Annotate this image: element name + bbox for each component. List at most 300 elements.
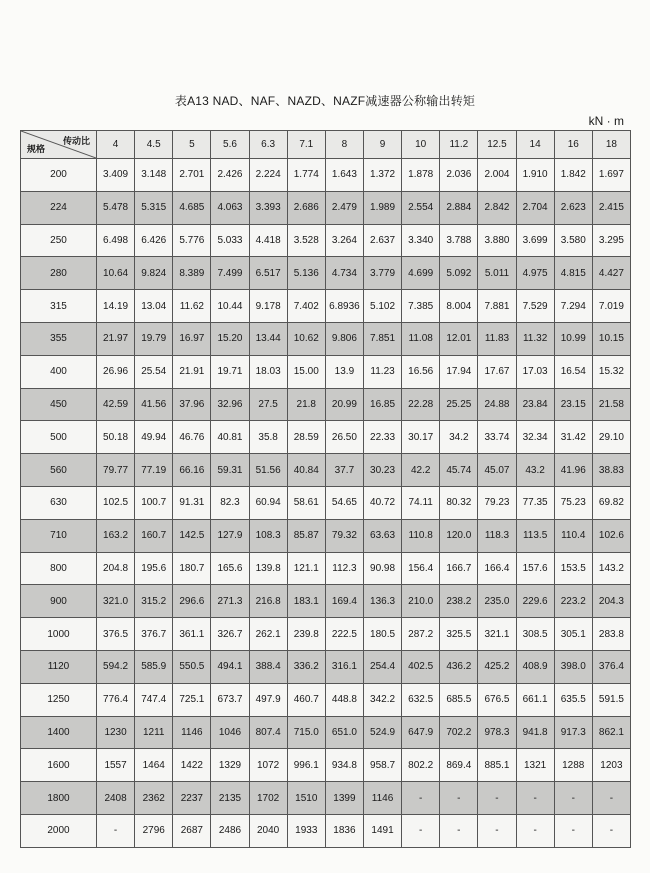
torque-value-cell: 869.4: [440, 749, 478, 782]
torque-value-cell: 1933: [287, 814, 325, 847]
torque-value-cell: 7.529: [516, 290, 554, 323]
torque-value-cell: 42.59: [97, 388, 135, 421]
torque-value-cell: 23.84: [516, 388, 554, 421]
table-row: [21, 454, 631, 487]
torque-value-cell: 54.65: [325, 486, 363, 519]
torque-value-cell: 497.9: [249, 683, 287, 716]
torque-value-cell: 235.0: [478, 585, 516, 618]
torque-value-cell: 91.31: [173, 486, 211, 519]
torque-value-cell: 7.851: [363, 322, 401, 355]
torque-value-cell: 862.1: [592, 716, 630, 749]
table-row: [21, 486, 631, 519]
torque-value-cell: 1.842: [554, 159, 592, 192]
torque-value-cell: 74.11: [402, 486, 440, 519]
torque-value-cell: 66.16: [173, 454, 211, 487]
ratio-header-cell: 16: [554, 131, 592, 159]
torque-value-cell: 49.94: [135, 421, 173, 454]
torque-value-cell: -: [478, 782, 516, 815]
torque-value-cell: 22.28: [402, 388, 440, 421]
torque-value-cell: 142.5: [173, 519, 211, 552]
torque-value-cell: 1329: [211, 749, 249, 782]
torque-value-cell: 3.148: [135, 159, 173, 192]
spec-cell: 800: [21, 552, 97, 585]
torque-value-cell: 16.97: [173, 322, 211, 355]
torque-value-cell: -: [592, 814, 630, 847]
torque-value-cell: 296.6: [173, 585, 211, 618]
torque-value-cell: 2.884: [440, 191, 478, 224]
torque-value-cell: 715.0: [287, 716, 325, 749]
table-row: [21, 552, 631, 585]
torque-value-cell: 10.64: [97, 257, 135, 290]
torque-value-cell: 77.19: [135, 454, 173, 487]
ratio-header-cell: 5: [173, 131, 211, 159]
torque-value-cell: 16.54: [554, 355, 592, 388]
torque-value-cell: 673.7: [211, 683, 249, 716]
torque-value-cell: 776.4: [97, 683, 135, 716]
torque-value-cell: 24.88: [478, 388, 516, 421]
torque-value-cell: 26.50: [325, 421, 363, 454]
torque-value-cell: 51.56: [249, 454, 287, 487]
torque-value-cell: 2040: [249, 814, 287, 847]
torque-value-cell: 685.5: [440, 683, 478, 716]
torque-value-cell: 18.03: [249, 355, 287, 388]
torque-value-cell: 1.878: [402, 159, 440, 192]
spec-cell: 280: [21, 257, 97, 290]
torque-value-cell: 222.5: [325, 618, 363, 651]
torque-value-cell: 112.3: [325, 552, 363, 585]
torque-value-cell: 3.295: [592, 224, 630, 257]
torque-value-cell: 17.03: [516, 355, 554, 388]
torque-value-cell: 1422: [173, 749, 211, 782]
torque-value-cell: 21.97: [97, 322, 135, 355]
torque-value-cell: 2.415: [592, 191, 630, 224]
torque-value-cell: 725.1: [173, 683, 211, 716]
torque-value-cell: 747.4: [135, 683, 173, 716]
torque-value-cell: 8.389: [173, 257, 211, 290]
torque-value-cell: 40.84: [287, 454, 325, 487]
torque-value-cell: 16.56: [402, 355, 440, 388]
torque-value-cell: 3.788: [440, 224, 478, 257]
spec-cell: 224: [21, 191, 97, 224]
torque-value-cell: 2.704: [516, 191, 554, 224]
torque-value-cell: 127.9: [211, 519, 249, 552]
torque-value-cell: 1230: [97, 716, 135, 749]
torque-value-cell: 102.5: [97, 486, 135, 519]
torque-value-cell: 180.7: [173, 552, 211, 585]
ratio-header-cell: 11.2: [440, 131, 478, 159]
torque-value-cell: 239.8: [287, 618, 325, 651]
torque-value-cell: 4.063: [211, 191, 249, 224]
torque-value-cell: 13.44: [249, 322, 287, 355]
corner-header-cell: [21, 131, 97, 159]
spec-cell: 500: [21, 421, 97, 454]
torque-value-cell: 77.35: [516, 486, 554, 519]
torque-value-cell: 978.3: [478, 716, 516, 749]
torque-value-cell: 1146: [363, 782, 401, 815]
torque-value-cell: 3.880: [478, 224, 516, 257]
torque-value-cell: -: [554, 782, 592, 815]
torque-value-cell: 2.479: [325, 191, 363, 224]
torque-value-cell: 32.34: [516, 421, 554, 454]
header-row: [21, 131, 631, 159]
spec-cell: 900: [21, 585, 97, 618]
torque-value-cell: -: [402, 814, 440, 847]
table-row: [21, 257, 631, 290]
torque-value-cell: 802.2: [402, 749, 440, 782]
torque-value-cell: 271.3: [211, 585, 249, 618]
torque-value-cell: 1836: [325, 814, 363, 847]
spec-cell: 560: [21, 454, 97, 487]
torque-value-cell: 26.96: [97, 355, 135, 388]
spec-cell: 1250: [21, 683, 97, 716]
torque-value-cell: 651.0: [325, 716, 363, 749]
torque-value-cell: 5.011: [478, 257, 516, 290]
torque-value-cell: 110.8: [402, 519, 440, 552]
torque-value-cell: 41.56: [135, 388, 173, 421]
torque-value-cell: 153.5: [554, 552, 592, 585]
torque-value-cell: 37.96: [173, 388, 211, 421]
ratio-header-cell: 9: [363, 131, 401, 159]
table-row: [21, 814, 631, 847]
torque-value-cell: 1.643: [325, 159, 363, 192]
table-row: [21, 159, 631, 192]
torque-value-cell: 3.264: [325, 224, 363, 257]
torque-value-cell: 210.0: [402, 585, 440, 618]
torque-value-cell: 42.2: [402, 454, 440, 487]
torque-value-cell: 15.20: [211, 322, 249, 355]
spec-cell: 710: [21, 519, 97, 552]
torque-value-cell: 79.77: [97, 454, 135, 487]
torque-value-cell: 29.10: [592, 421, 630, 454]
table-row: [21, 519, 631, 552]
torque-value-cell: 635.5: [554, 683, 592, 716]
spec-cell: 400: [21, 355, 97, 388]
table-row: [21, 388, 631, 421]
torque-value-cell: 216.8: [249, 585, 287, 618]
torque-value-cell: 4.815: [554, 257, 592, 290]
torque-value-cell: 2796: [135, 814, 173, 847]
torque-value-cell: 14.19: [97, 290, 135, 323]
torque-value-cell: 7.294: [554, 290, 592, 323]
torque-value-cell: -: [478, 814, 516, 847]
torque-value-cell: 885.1: [478, 749, 516, 782]
torque-value-cell: -: [554, 814, 592, 847]
torque-value-cell: 807.4: [249, 716, 287, 749]
torque-value-cell: 60.94: [249, 486, 287, 519]
torque-value-cell: 2.623: [554, 191, 592, 224]
torque-value-cell: 6.426: [135, 224, 173, 257]
torque-value-cell: 287.2: [402, 618, 440, 651]
torque-value-cell: 136.3: [363, 585, 401, 618]
torque-value-cell: 15.32: [592, 355, 630, 388]
torque-value-cell: 996.1: [287, 749, 325, 782]
torque-value-cell: 50.18: [97, 421, 135, 454]
torque-value-cell: 43.2: [516, 454, 554, 487]
torque-value-cell: 7.499: [211, 257, 249, 290]
torque-value-cell: 33.74: [478, 421, 516, 454]
torque-value-cell: 223.2: [554, 585, 592, 618]
torque-value-cell: 254.4: [363, 650, 401, 683]
torque-value-cell: 958.7: [363, 749, 401, 782]
torque-value-cell: 1072: [249, 749, 287, 782]
torque-value-cell: 11.62: [173, 290, 211, 323]
torque-value-cell: -: [440, 814, 478, 847]
torque-value-cell: 90.98: [363, 552, 401, 585]
torque-value-cell: 408.9: [516, 650, 554, 683]
torque-value-cell: 262.1: [249, 618, 287, 651]
ratio-header-cell: 8: [325, 131, 363, 159]
spec-cell: 2000: [21, 814, 97, 847]
torque-value-cell: 102.6: [592, 519, 630, 552]
spec-cell: 355: [21, 322, 97, 355]
spec-cell: 630: [21, 486, 97, 519]
torque-value-cell: 7.019: [592, 290, 630, 323]
torque-value-cell: 25.54: [135, 355, 173, 388]
torque-value-cell: 229.6: [516, 585, 554, 618]
torque-value-cell: 157.6: [516, 552, 554, 585]
table-row: [21, 322, 631, 355]
torque-value-cell: 4.685: [173, 191, 211, 224]
torque-value-cell: 165.6: [211, 552, 249, 585]
torque-value-cell: 361.1: [173, 618, 211, 651]
table-row: [21, 650, 631, 683]
torque-value-cell: 20.99: [325, 388, 363, 421]
spec-cell: 250: [21, 224, 97, 257]
torque-value-cell: 941.8: [516, 716, 554, 749]
torque-value-cell: 11.83: [478, 322, 516, 355]
table-body: [21, 159, 631, 848]
torque-value-cell: 2362: [135, 782, 173, 815]
torque-value-cell: 3.528: [287, 224, 325, 257]
torque-value-cell: 2486: [211, 814, 249, 847]
torque-value-cell: 46.76: [173, 421, 211, 454]
torque-value-cell: 118.3: [478, 519, 516, 552]
torque-value-cell: 4.734: [325, 257, 363, 290]
table-header: [21, 131, 631, 159]
torque-value-cell: 10.15: [592, 322, 630, 355]
torque-value-cell: 5.033: [211, 224, 249, 257]
torque-value-cell: 1.697: [592, 159, 630, 192]
table-row: [21, 782, 631, 815]
torque-table: [20, 130, 631, 848]
torque-value-cell: 425.2: [478, 650, 516, 683]
torque-value-cell: -: [402, 782, 440, 815]
torque-value-cell: 325.5: [440, 618, 478, 651]
torque-value-cell: 108.3: [249, 519, 287, 552]
torque-value-cell: 30.17: [402, 421, 440, 454]
table-row: [21, 290, 631, 323]
torque-value-cell: 316.1: [325, 650, 363, 683]
torque-value-cell: 402.5: [402, 650, 440, 683]
torque-value-cell: 32.96: [211, 388, 249, 421]
table-row: [21, 421, 631, 454]
torque-value-cell: 6.8936: [325, 290, 363, 323]
spec-cell: 200: [21, 159, 97, 192]
torque-value-cell: 21.58: [592, 388, 630, 421]
torque-value-cell: 8.004: [440, 290, 478, 323]
torque-value-cell: 27.5: [249, 388, 287, 421]
table-row: [21, 716, 631, 749]
spec-cell: 1400: [21, 716, 97, 749]
torque-value-cell: 163.2: [97, 519, 135, 552]
torque-value-cell: 9.806: [325, 322, 363, 355]
torque-value-cell: 1399: [325, 782, 363, 815]
torque-value-cell: 2.036: [440, 159, 478, 192]
torque-value-cell: 1510: [287, 782, 325, 815]
torque-value-cell: 7.881: [478, 290, 516, 323]
torque-value-cell: 21.91: [173, 355, 211, 388]
torque-value-cell: 79.32: [325, 519, 363, 552]
torque-value-cell: 2.224: [249, 159, 287, 192]
torque-value-cell: 12.01: [440, 322, 478, 355]
torque-value-cell: 4.427: [592, 257, 630, 290]
torque-value-cell: 3.340: [402, 224, 440, 257]
table-row: [21, 585, 631, 618]
spec-axis-label: 规格: [27, 144, 46, 154]
torque-value-cell: 1557: [97, 749, 135, 782]
torque-value-cell: 5.102: [363, 290, 401, 323]
torque-value-cell: 1203: [592, 749, 630, 782]
torque-value-cell: 460.7: [287, 683, 325, 716]
torque-value-cell: 702.2: [440, 716, 478, 749]
torque-value-cell: 1.989: [363, 191, 401, 224]
torque-value-cell: 16.85: [363, 388, 401, 421]
torque-value-cell: 376.5: [97, 618, 135, 651]
torque-value-cell: 63.63: [363, 519, 401, 552]
table-row: [21, 224, 631, 257]
torque-value-cell: 9.178: [249, 290, 287, 323]
torque-value-cell: 45.74: [440, 454, 478, 487]
torque-value-cell: 238.2: [440, 585, 478, 618]
torque-value-cell: 17.67: [478, 355, 516, 388]
torque-value-cell: 160.7: [135, 519, 173, 552]
torque-value-cell: 308.5: [516, 618, 554, 651]
torque-value-cell: -: [516, 814, 554, 847]
spec-cell: 1120: [21, 650, 97, 683]
torque-value-cell: 121.1: [287, 552, 325, 585]
torque-value-cell: 195.6: [135, 552, 173, 585]
torque-value-cell: 75.23: [554, 486, 592, 519]
table-row: [21, 749, 631, 782]
torque-value-cell: 647.9: [402, 716, 440, 749]
torque-value-cell: 1321: [516, 749, 554, 782]
torque-value-cell: 143.2: [592, 552, 630, 585]
torque-value-cell: 110.4: [554, 519, 592, 552]
torque-value-cell: 85.87: [287, 519, 325, 552]
torque-value-cell: 2408: [97, 782, 135, 815]
torque-value-cell: 494.1: [211, 650, 249, 683]
ratio-header-cell: 4: [97, 131, 135, 159]
spec-cell: 1000: [21, 618, 97, 651]
torque-value-cell: 15.00: [287, 355, 325, 388]
torque-value-cell: 31.42: [554, 421, 592, 454]
torque-value-cell: 594.2: [97, 650, 135, 683]
torque-value-cell: 315.2: [135, 585, 173, 618]
torque-value-cell: 2.004: [478, 159, 516, 192]
torque-value-cell: 11.23: [363, 355, 401, 388]
torque-value-cell: 1.372: [363, 159, 401, 192]
ratio-header-cell: 12.5: [478, 131, 516, 159]
torque-value-cell: 120.0: [440, 519, 478, 552]
torque-value-cell: 9.824: [135, 257, 173, 290]
torque-value-cell: 5.315: [135, 191, 173, 224]
torque-value-cell: 1046: [211, 716, 249, 749]
table-row: [21, 355, 631, 388]
torque-value-cell: 82.3: [211, 486, 249, 519]
table-row: [21, 191, 631, 224]
torque-value-cell: 448.8: [325, 683, 363, 716]
torque-value-cell: 1702: [249, 782, 287, 815]
torque-value-cell: 79.23: [478, 486, 516, 519]
torque-value-cell: 183.1: [287, 585, 325, 618]
torque-value-cell: 632.5: [402, 683, 440, 716]
torque-value-cell: 5.136: [287, 257, 325, 290]
torque-value-cell: 10.62: [287, 322, 325, 355]
torque-value-cell: 7.385: [402, 290, 440, 323]
torque-value-cell: 13.9: [325, 355, 363, 388]
torque-value-cell: 2.637: [363, 224, 401, 257]
torque-value-cell: 2.686: [287, 191, 325, 224]
torque-value-cell: 10.99: [554, 322, 592, 355]
torque-value-cell: 342.2: [363, 683, 401, 716]
ratio-axis-label: 传动比: [62, 136, 90, 146]
torque-value-cell: 100.7: [135, 486, 173, 519]
torque-value-cell: 11.32: [516, 322, 554, 355]
torque-value-cell: 661.1: [516, 683, 554, 716]
torque-value-cell: 398.0: [554, 650, 592, 683]
torque-value-cell: 22.33: [363, 421, 401, 454]
torque-value-cell: 139.8: [249, 552, 287, 585]
torque-value-cell: 934.8: [325, 749, 363, 782]
torque-value-cell: 59.31: [211, 454, 249, 487]
torque-value-cell: 69.82: [592, 486, 630, 519]
table-row: [21, 683, 631, 716]
torque-value-cell: 58.61: [287, 486, 325, 519]
torque-value-cell: -: [516, 782, 554, 815]
torque-value-cell: 166.7: [440, 552, 478, 585]
torque-value-cell: 38.83: [592, 454, 630, 487]
torque-value-cell: 2687: [173, 814, 211, 847]
torque-value-cell: 166.4: [478, 552, 516, 585]
torque-value-cell: 17.94: [440, 355, 478, 388]
spec-cell: 450: [21, 388, 97, 421]
torque-value-cell: 10.44: [211, 290, 249, 323]
torque-value-cell: 321.0: [97, 585, 135, 618]
ratio-header-cell: 10: [402, 131, 440, 159]
torque-value-cell: 3.779: [363, 257, 401, 290]
spec-cell: 1600: [21, 749, 97, 782]
torque-value-cell: 45.07: [478, 454, 516, 487]
torque-value-cell: 40.72: [363, 486, 401, 519]
torque-value-cell: 591.5: [592, 683, 630, 716]
torque-value-cell: -: [440, 782, 478, 815]
torque-value-cell: 4.975: [516, 257, 554, 290]
torque-value-cell: 19.79: [135, 322, 173, 355]
torque-value-cell: 336.2: [287, 650, 325, 683]
ratio-header-cell: 4.5: [135, 131, 173, 159]
torque-value-cell: 11.08: [402, 322, 440, 355]
torque-value-cell: 19.71: [211, 355, 249, 388]
torque-value-cell: 3.580: [554, 224, 592, 257]
torque-value-cell: -: [97, 814, 135, 847]
torque-value-cell: 37.7: [325, 454, 363, 487]
torque-value-cell: 41.96: [554, 454, 592, 487]
torque-value-cell: 2.426: [211, 159, 249, 192]
torque-value-cell: 28.59: [287, 421, 325, 454]
torque-value-cell: 80.32: [440, 486, 478, 519]
torque-value-cell: 676.5: [478, 683, 516, 716]
table-row: [21, 618, 631, 651]
